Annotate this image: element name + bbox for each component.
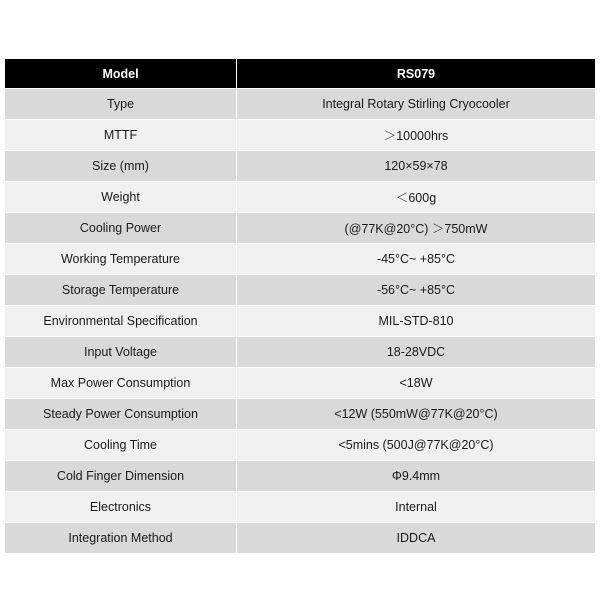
row-value: Internal <box>237 492 595 522</box>
row-label: Cold Finger Dimension <box>5 461 237 491</box>
row-value: 120×59×78 <box>237 151 595 181</box>
row-value: <5mins (500J@77K@20°C) <box>237 430 595 460</box>
row-value: -56°C~ +85°C <box>237 275 595 305</box>
table-row <box>5 213 595 244</box>
row-value: -45°C~ +85°C <box>237 244 595 274</box>
table-row <box>5 182 595 213</box>
table-row <box>5 461 595 492</box>
row-value: 18-28VDC <box>237 337 595 367</box>
table-row <box>5 368 595 399</box>
table-row <box>5 275 595 306</box>
row-label: Cooling Time <box>5 430 237 460</box>
table-row <box>5 399 595 430</box>
header-value-cell: RS079 <box>237 59 595 88</box>
table-row <box>5 89 595 120</box>
row-label: MTTF <box>5 120 237 150</box>
row-label: Type <box>5 89 237 119</box>
table-row <box>5 430 595 461</box>
row-label: Steady Power Consumption <box>5 399 237 429</box>
row-value: (@77K@20°C) ＞750mW <box>237 213 595 243</box>
row-value: Integral Rotary Stirling Cryocooler <box>237 89 595 119</box>
table-row <box>5 244 595 275</box>
table-header-row <box>5 59 595 89</box>
row-value: ＞10000hrs <box>237 120 595 150</box>
row-label: Environmental Specification <box>5 306 237 336</box>
row-label: Max Power Consumption <box>5 368 237 398</box>
row-label: Weight <box>5 182 237 212</box>
table-row <box>5 151 595 182</box>
row-label: Electronics <box>5 492 237 522</box>
row-label: Input Voltage <box>5 337 237 367</box>
row-value: Φ9.4mm <box>237 461 595 491</box>
table-row <box>5 523 595 554</box>
row-label: Integration Method <box>5 523 237 553</box>
row-value: ＜600g <box>237 182 595 212</box>
row-value: <12W (550mW@77K@20°C) <box>237 399 595 429</box>
row-label: Working Temperature <box>5 244 237 274</box>
row-value: MIL-STD-810 <box>237 306 595 336</box>
table-row <box>5 120 595 151</box>
row-value: <18W <box>237 368 595 398</box>
row-value: IDDCA <box>237 523 595 553</box>
spec-table <box>5 59 595 554</box>
table-row <box>5 306 595 337</box>
table-row <box>5 492 595 523</box>
row-label: Storage Temperature <box>5 275 237 305</box>
row-label: Cooling Power <box>5 213 237 243</box>
row-label: Size (mm) <box>5 151 237 181</box>
header-label-cell: Model <box>5 59 237 88</box>
table-row <box>5 337 595 368</box>
